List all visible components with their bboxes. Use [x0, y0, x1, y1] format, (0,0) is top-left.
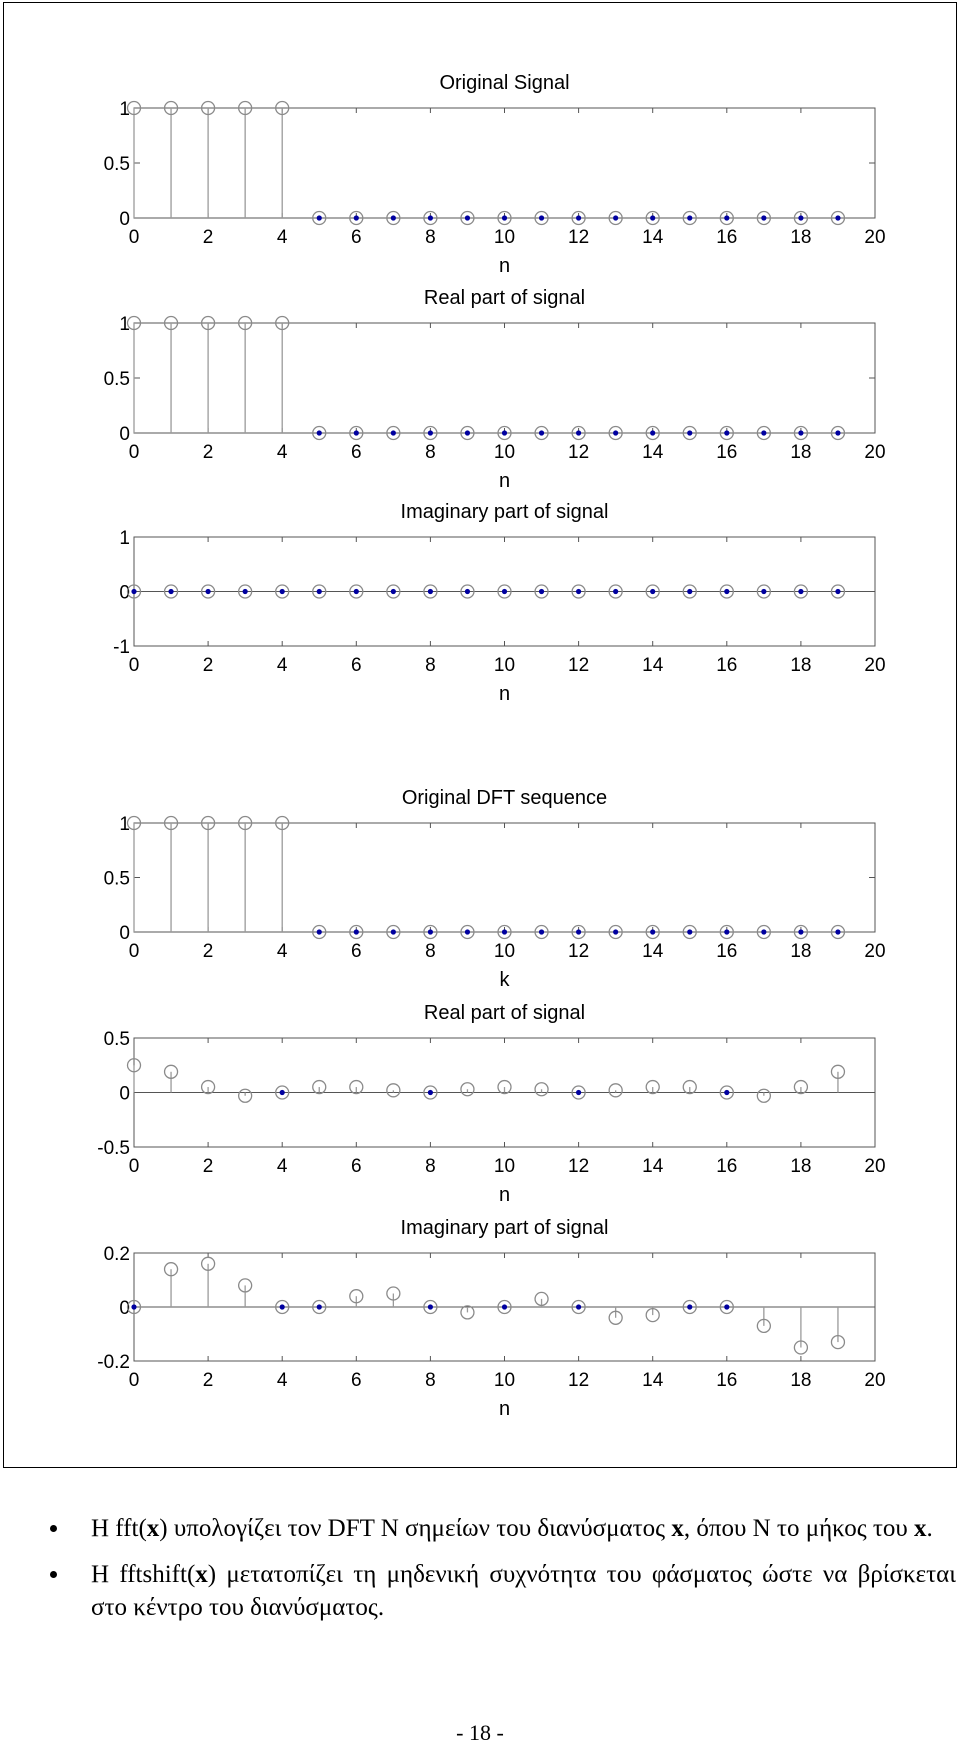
zero-dot — [724, 1304, 729, 1309]
zero-dot — [687, 929, 692, 934]
bullet2-bold-x: x — [195, 1561, 208, 1588]
x-tick-label: 12 — [568, 227, 590, 248]
subplot-1 — [104, 72, 886, 277]
zero-dot — [650, 589, 655, 594]
subplot-title: Imaginary part of signal — [400, 1217, 609, 1239]
zero-dot — [687, 215, 692, 220]
x-tick-label: 4 — [276, 1370, 288, 1391]
zero-dot — [724, 589, 729, 594]
zero-dot — [465, 215, 470, 220]
zero-dot — [576, 589, 581, 594]
bullet1-bold-x: x — [146, 1515, 160, 1542]
subplot-title: Original DFT sequence — [401, 787, 608, 809]
zero-dot — [576, 1090, 581, 1095]
zero-dot — [428, 589, 433, 594]
zero-dot — [798, 589, 803, 594]
zero-dot — [687, 589, 692, 594]
zero-dot — [465, 589, 470, 594]
x-tick-label: 0 — [128, 655, 140, 676]
x-tick-label: 0 — [128, 227, 140, 248]
zero-dot — [243, 589, 248, 594]
page-number: - 18 - — [456, 1720, 504, 1745]
zero-dot — [465, 430, 470, 435]
y-tick-label: 0 — [119, 923, 130, 944]
zero-dot — [613, 929, 618, 934]
zero-dot — [317, 1304, 322, 1309]
bullet2-text-part: ) μετατοπίζει τη μηδενική συχνότητα του φάσματος ώστε να βρίσκεται στο κέντρο του διανύσματος. — [91, 1561, 956, 1621]
x-tick-label: 12 — [568, 655, 590, 676]
bullet1-bold-x: x — [671, 1515, 684, 1542]
zero-dot — [280, 1304, 285, 1309]
x-tick-label: 10 — [493, 227, 516, 248]
x-tick-label: 16 — [716, 941, 738, 962]
zero-dot — [206, 589, 211, 594]
x-tick-label: 2 — [202, 1156, 214, 1177]
subplot-3 — [113, 501, 885, 705]
zero-dot — [539, 430, 544, 435]
zero-dot — [280, 1090, 285, 1095]
bullet-item-fft — [44, 1512, 956, 1545]
zero-dot — [576, 1304, 581, 1309]
x-tick-label: 16 — [716, 442, 738, 463]
zero-dot — [391, 589, 396, 594]
x-tick-label: 16 — [716, 1156, 738, 1177]
zero-dot — [391, 929, 396, 934]
x-tick-label: 0 — [128, 442, 140, 463]
subplot-title: Imaginary part of signal — [400, 501, 609, 523]
bullet2-text-part: Η fftshift( — [91, 1561, 196, 1588]
x-tick-label: 4 — [276, 655, 288, 676]
zero-dot — [650, 929, 655, 934]
zero-dot — [650, 430, 655, 435]
zero-dot — [465, 929, 470, 934]
x-tick-label: 14 — [642, 442, 664, 463]
zero-dot — [428, 430, 433, 435]
subplot-2 — [104, 287, 886, 492]
zero-dot — [724, 430, 729, 435]
x-axis-label: n — [498, 1398, 511, 1420]
zero-dot — [317, 215, 322, 220]
zero-dot — [354, 589, 359, 594]
x-tick-label: 18 — [790, 227, 812, 248]
x-axis-label: n — [498, 1184, 511, 1206]
x-tick-label: 8 — [425, 1156, 436, 1177]
x-tick-label: 6 — [351, 655, 362, 676]
x-tick-label: 18 — [790, 941, 812, 962]
zero-dot — [502, 1304, 507, 1309]
zero-dot — [687, 430, 692, 435]
zero-dot — [391, 430, 396, 435]
x-tick-label: 2 — [202, 655, 214, 676]
zero-dot — [724, 929, 729, 934]
x-tick-label: 20 — [864, 442, 886, 463]
x-tick-label: 8 — [425, 227, 436, 248]
zero-dot — [798, 929, 803, 934]
zero-dot — [502, 929, 507, 934]
x-tick-label: 6 — [351, 941, 362, 962]
zero-dot — [428, 1304, 433, 1309]
bullet-list — [44, 1512, 956, 1637]
x-tick-label: 4 — [276, 941, 288, 962]
x-tick-label: 12 — [568, 1156, 590, 1177]
x-tick-label: 0 — [128, 1156, 140, 1177]
zero-dot — [354, 430, 359, 435]
y-tick-label: -0.2 — [97, 1352, 130, 1373]
x-tick-label: 10 — [493, 1370, 516, 1391]
x-tick-label: 12 — [568, 442, 590, 463]
zero-dot — [761, 589, 766, 594]
x-tick-label: 20 — [864, 941, 886, 962]
zero-dot — [613, 430, 618, 435]
bullet1-text-part: Η fft( — [91, 1515, 147, 1542]
zero-dot — [317, 430, 322, 435]
zero-dot — [835, 929, 840, 934]
x-tick-label: 18 — [790, 1370, 812, 1391]
y-tick-label: 0 — [119, 424, 130, 445]
zero-dot — [798, 430, 803, 435]
x-tick-label: 10 — [493, 655, 516, 676]
x-tick-label: 14 — [642, 1156, 664, 1177]
y-tick-label: 1 — [119, 99, 130, 120]
zero-dot — [354, 215, 359, 220]
figure-frame — [3, 2, 957, 1468]
y-tick-label: 0.5 — [103, 868, 130, 890]
zero-dot — [576, 430, 581, 435]
zero-dot — [428, 1090, 433, 1095]
x-tick-label: 2 — [202, 227, 214, 248]
zero-dot — [539, 215, 544, 220]
subplot-title: Real part of signal — [423, 1002, 586, 1024]
x-tick-label: 6 — [351, 227, 362, 248]
y-tick-label: 0 — [119, 1298, 130, 1319]
x-tick-label: 14 — [642, 1370, 664, 1391]
subplot-5 — [97, 1002, 885, 1206]
y-tick-label: 0 — [119, 209, 130, 230]
zero-dot — [502, 215, 507, 220]
x-tick-label: 18 — [790, 655, 812, 676]
x-tick-label: 4 — [276, 1156, 288, 1177]
x-tick-label: 10 — [493, 1156, 516, 1177]
zero-dot — [835, 215, 840, 220]
y-tick-label: -0.5 — [97, 1138, 130, 1159]
zero-dot — [576, 929, 581, 934]
x-tick-label: 6 — [351, 1370, 362, 1391]
zero-dot — [724, 215, 729, 220]
zero-dot — [354, 929, 359, 934]
x-tick-label: 2 — [202, 442, 214, 463]
zero-dot — [539, 929, 544, 934]
bullet1-text-part: . — [926, 1515, 933, 1542]
zero-dot — [317, 589, 322, 594]
zero-dot — [391, 215, 396, 220]
zero-dot — [280, 589, 285, 594]
y-tick-label: -1 — [113, 637, 130, 658]
y-tick-label: 0.2 — [103, 1244, 130, 1265]
subplot-title: Original Signal — [439, 72, 570, 94]
x-axis-label: n — [498, 683, 511, 705]
x-axis-label: k — [499, 969, 510, 991]
x-tick-label: 6 — [351, 442, 362, 463]
zero-dot — [835, 589, 840, 594]
x-tick-label: 8 — [425, 1370, 436, 1391]
x-tick-label: 4 — [276, 227, 288, 248]
zero-dot — [131, 1304, 136, 1309]
x-tick-label: 20 — [864, 1156, 886, 1177]
x-tick-label: 4 — [276, 442, 288, 463]
x-tick-label: 12 — [568, 1370, 590, 1391]
x-tick-label: 16 — [716, 1370, 738, 1391]
zero-dot — [613, 215, 618, 220]
zero-dot — [835, 430, 840, 435]
zero-dot — [761, 929, 766, 934]
x-tick-label: 10 — [493, 442, 516, 463]
y-tick-label: 0 — [119, 1083, 130, 1105]
x-tick-label: 20 — [864, 655, 886, 676]
stem-plots-figure — [4, 3, 955, 1466]
y-tick-label: 0.5 — [103, 369, 130, 390]
bullet-item-fftshift — [44, 1558, 956, 1624]
zero-dot — [502, 430, 507, 435]
bullet1-text-part: , όπου N το μήκος του — [683, 1515, 915, 1542]
x-tick-label: 16 — [716, 227, 738, 248]
x-tick-label: 8 — [425, 442, 436, 463]
zero-dot — [539, 589, 544, 594]
zero-dot — [761, 430, 766, 435]
zero-dot — [798, 215, 803, 220]
x-tick-label: 6 — [351, 1156, 362, 1177]
x-tick-label: 18 — [790, 1156, 812, 1177]
zero-dot — [317, 929, 322, 934]
y-tick-label: 0.5 — [103, 1029, 130, 1050]
zero-dot — [131, 589, 136, 594]
zero-dot — [650, 215, 655, 220]
x-tick-label: 10 — [493, 941, 516, 962]
x-tick-label: 8 — [425, 655, 436, 676]
bullet1-bold-x: x — [914, 1515, 927, 1542]
x-tick-label: 14 — [642, 941, 664, 962]
x-tick-label: 14 — [642, 655, 664, 676]
x-tick-label: 20 — [864, 1370, 886, 1391]
x-tick-label: 20 — [864, 227, 886, 248]
zero-dot — [502, 589, 507, 594]
y-tick-label: 1 — [119, 814, 130, 835]
x-tick-label: 16 — [716, 655, 738, 676]
x-tick-label: 0 — [128, 941, 140, 962]
zero-dot — [761, 215, 766, 220]
zero-dot — [428, 215, 433, 220]
zero-dot — [428, 929, 433, 934]
x-tick-label: 0 — [128, 1370, 140, 1391]
subplot-6 — [97, 1217, 885, 1420]
zero-dot — [687, 1304, 692, 1309]
subplot-4 — [104, 787, 886, 991]
x-tick-label: 2 — [202, 941, 214, 962]
bullet1-text-part: ) υπολογίζει τον DFT N σημείων του διανύσματος — [159, 1515, 672, 1542]
x-axis-label: n — [498, 470, 511, 492]
x-tick-label: 12 — [568, 941, 590, 962]
x-tick-label: 18 — [790, 442, 812, 463]
x-tick-label: 14 — [642, 227, 664, 248]
y-tick-label: 1 — [119, 314, 130, 335]
zero-dot — [168, 589, 173, 594]
zero-dot — [724, 1090, 729, 1095]
zero-dot — [613, 589, 618, 594]
x-tick-label: 8 — [425, 941, 436, 962]
x-tick-label: 2 — [202, 1370, 214, 1391]
y-tick-label: 0 — [119, 582, 130, 604]
y-tick-label: 0.5 — [103, 154, 130, 175]
subplot-title: Real part of signal — [423, 287, 586, 309]
x-axis-label: n — [498, 255, 511, 277]
y-tick-label: 1 — [119, 528, 130, 549]
zero-dot — [576, 215, 581, 220]
